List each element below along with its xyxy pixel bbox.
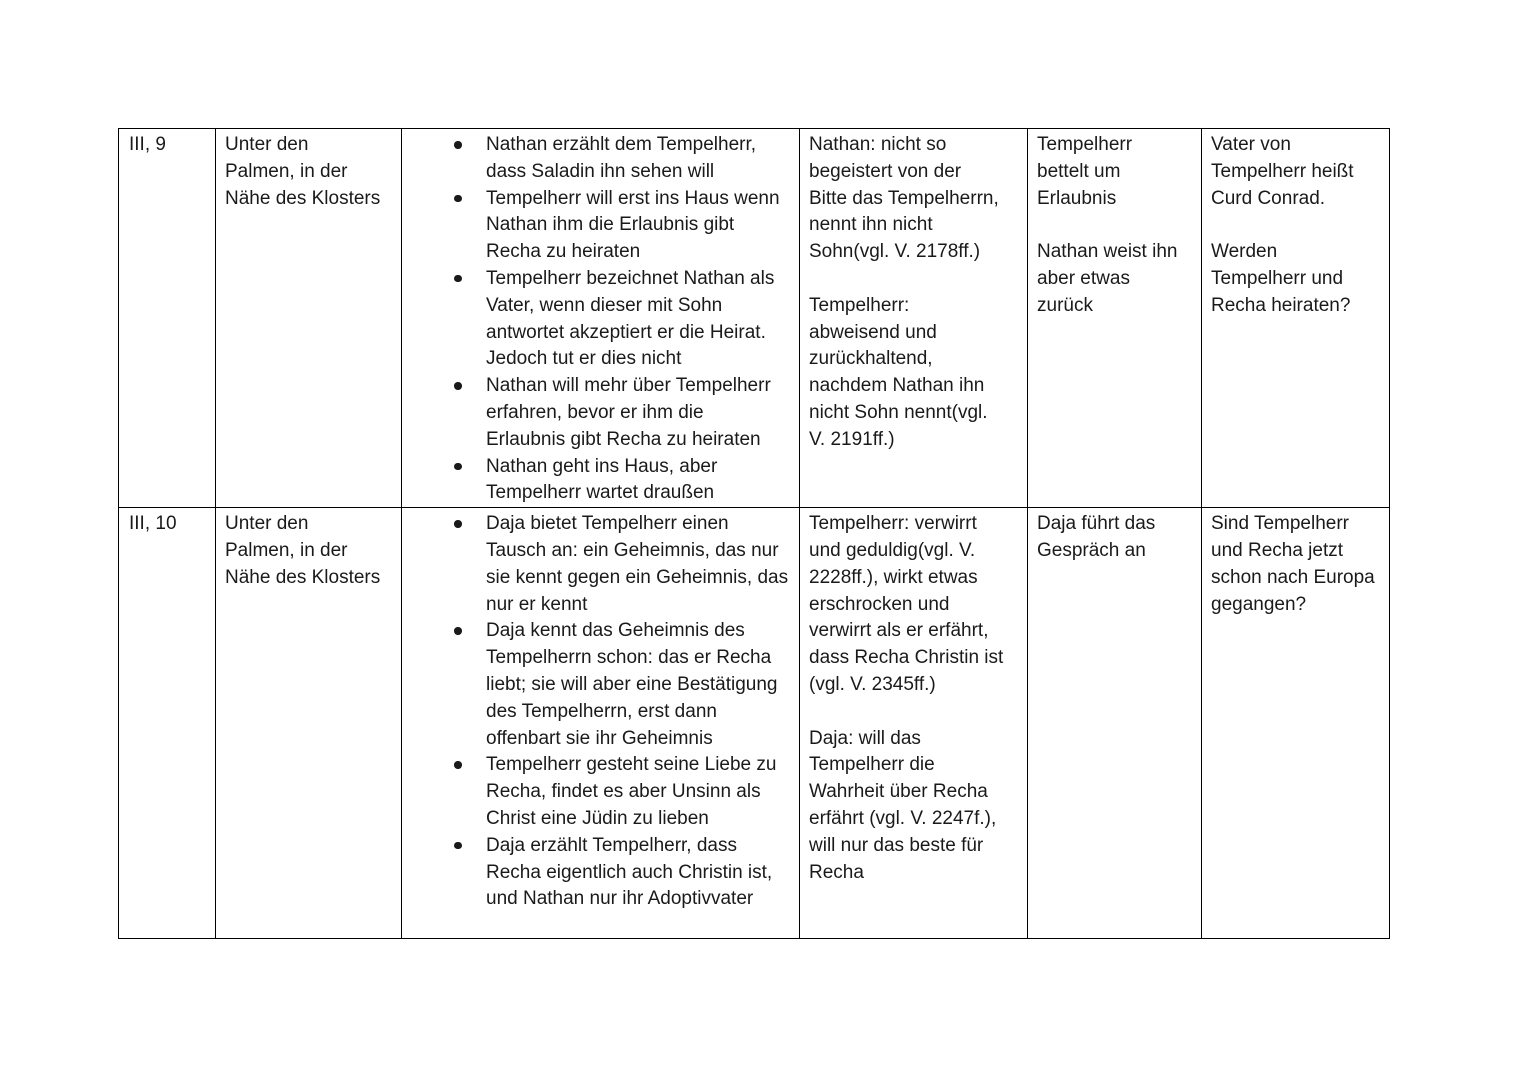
text-line: schon nach Europa (1211, 566, 1375, 588)
table-row (119, 129, 1390, 508)
events-cell (402, 508, 800, 939)
location-line: Nähe des Klosters (225, 566, 381, 588)
text-line: Werden (1211, 241, 1278, 263)
text-line: Nathan: nicht so (809, 134, 947, 155)
conversation-cell (1028, 508, 1202, 939)
location-line: Unter den (225, 134, 309, 155)
conversation-note (1037, 239, 1192, 319)
location-line: Palmen, in der (225, 539, 348, 561)
event-line: Tempelherrn schon: das er Recha (486, 647, 772, 669)
text-line: bettelt um (1037, 160, 1121, 182)
text-line: Sohn(vgl. V. 2178ff.) (809, 241, 981, 263)
table-row (119, 508, 1390, 939)
text-line: Gespräch an (1037, 539, 1146, 561)
conversation-note (1037, 132, 1192, 212)
text-line: erschrocken und (809, 593, 950, 615)
text-line: 2228ff.), wirkt etwas (809, 566, 978, 588)
list-item (444, 511, 790, 618)
location-line: Unter den (225, 513, 309, 535)
location-line: Palmen, in der (225, 160, 348, 182)
character-note (809, 132, 1018, 266)
text-line: verwirrt als er erfährt, (809, 620, 989, 642)
conversation-cell (1028, 129, 1202, 508)
text-line: dass Recha Christin ist (809, 647, 1004, 669)
text-line: und geduldig(vgl. V. (809, 539, 976, 561)
character-note (809, 511, 1018, 699)
text-line: Daja: will das (809, 727, 921, 749)
event-line: Daja kennt das Geheimnis des (486, 620, 745, 642)
list-item (444, 752, 790, 832)
event-line: Tempelherr will erst ins Haus wenn (486, 187, 780, 209)
event-line: des Tempelherrn, erst dann (486, 700, 717, 722)
event-line: antwortet akzeptiert er die Heirat. (486, 321, 766, 343)
text-line: Recha (809, 861, 864, 883)
text-line: Tempelherr die (809, 754, 935, 776)
event-line: Nathan geht ins Haus, aber (486, 455, 718, 477)
text-line: Wahrheit über Recha (809, 781, 988, 803)
event-line: Daja bietet Tempelherr einen (486, 513, 729, 535)
events-list (411, 511, 790, 913)
event-line: offenbart sie ihr Geheimnis (486, 727, 713, 749)
text-line: zurückhaltend, (809, 348, 933, 370)
text-line: nachdem Nathan ihn (809, 375, 985, 397)
event-line: Tempelherr bezeichnet Nathan als (486, 267, 775, 289)
text-line: Nathan weist ihn (1037, 241, 1178, 263)
event-line: Daja erzählt Tempelherr, dass (486, 834, 737, 856)
text-line: Bitte das Tempelherrn, (809, 187, 999, 209)
text-line: aber etwas (1037, 267, 1130, 289)
event-line: Christ eine Jüdin zu lieben (486, 807, 709, 829)
text-line: Tempelherr heißt (1211, 160, 1354, 182)
event-line: Tausch an: ein Geheimnis, das nur (486, 539, 779, 561)
list-item (444, 373, 790, 453)
character-note (809, 293, 1018, 454)
location-cell (216, 129, 402, 508)
text-line: Tempelherr: (809, 294, 910, 316)
text-line: Tempelherr und (1211, 267, 1344, 289)
text-line: nicht Sohn nennt(vgl. (809, 401, 988, 423)
list-item (444, 618, 790, 752)
notes-paragraph (1211, 239, 1380, 319)
scene-cell (119, 508, 216, 939)
scene-cell (119, 129, 216, 508)
text-line: zurück (1037, 294, 1093, 316)
character-note (809, 726, 1018, 887)
characters-cell (800, 508, 1028, 939)
event-line: Nathan ihm die Erlaubnis gibt (486, 214, 735, 236)
text-line: gegangen? (1211, 593, 1307, 615)
list-item (444, 132, 790, 186)
text-line: Vater von (1211, 134, 1291, 155)
list-item (444, 833, 790, 913)
text-line: will nur das beste für (809, 834, 984, 856)
notes-cell (1202, 508, 1390, 939)
text-line: Sind Tempelherr (1211, 513, 1350, 535)
text-line: nennt ihn nicht (809, 214, 933, 236)
text-line: begeistert von der (809, 160, 962, 182)
text-line: Erlaubnis (1037, 187, 1117, 209)
scene-label: III, 9 (129, 134, 166, 155)
notes-cell (1202, 129, 1390, 508)
event-line: und Nathan nur ihr Adoptivvater (486, 888, 754, 910)
scene-label: III, 10 (129, 513, 177, 535)
event-line: Recha, findet es aber Unsinn als (486, 781, 761, 803)
event-line: Recha eigentlich auch Christin ist, (486, 861, 773, 883)
location-cell (216, 508, 402, 939)
event-line: Tempelherr wartet draußen (486, 482, 715, 504)
event-line: dass Saladin ihn sehen will (486, 160, 715, 182)
list-item (444, 266, 790, 373)
conversation-note (1037, 511, 1192, 565)
text-line: erfährt (vgl. V. 2247f.), (809, 807, 997, 829)
scene-analysis-table (118, 128, 1390, 939)
text-line: Tempelherr: verwirrt (809, 513, 977, 535)
event-line: erfahren, bevor er ihm die (486, 401, 704, 423)
event-line: Erlaubnis gibt Recha zu heiraten (486, 428, 761, 450)
event-line: nur er kennt (486, 593, 588, 615)
text-line: und Recha jetzt (1211, 539, 1344, 561)
events-cell (402, 129, 800, 508)
text-line: Recha heiraten? (1211, 294, 1351, 316)
text-line: Daja führt das (1037, 513, 1156, 535)
event-line: Nathan erzählt dem Tempelherr, (486, 134, 757, 155)
location-line: Nähe des Klosters (225, 187, 381, 209)
text-line: Curd Conrad. (1211, 187, 1326, 209)
list-item (444, 454, 790, 508)
text-line: (vgl. V. 2345ff.) (809, 673, 936, 695)
event-line: Vater, wenn dieser mit Sohn (486, 294, 723, 316)
event-line: sie kennt gegen ein Geheimnis, das (486, 566, 789, 588)
text-line: Tempelherr (1037, 134, 1133, 155)
event-line: Recha zu heiraten (486, 241, 641, 263)
notes-paragraph (1211, 511, 1380, 618)
events-list (411, 132, 790, 507)
event-line: Tempelherr gesteht seine Liebe zu (486, 754, 777, 776)
text-line: abweisend und (809, 321, 937, 343)
event-line: liebt; sie will aber eine Bestätigung (486, 673, 778, 695)
characters-cell (800, 129, 1028, 508)
notes-paragraph (1211, 132, 1380, 212)
list-item (444, 186, 790, 266)
event-line: Nathan will mehr über Tempelherr (486, 375, 771, 397)
event-line: Jedoch tut er dies nicht (486, 348, 682, 370)
text-line: V. 2191ff.) (809, 428, 895, 450)
